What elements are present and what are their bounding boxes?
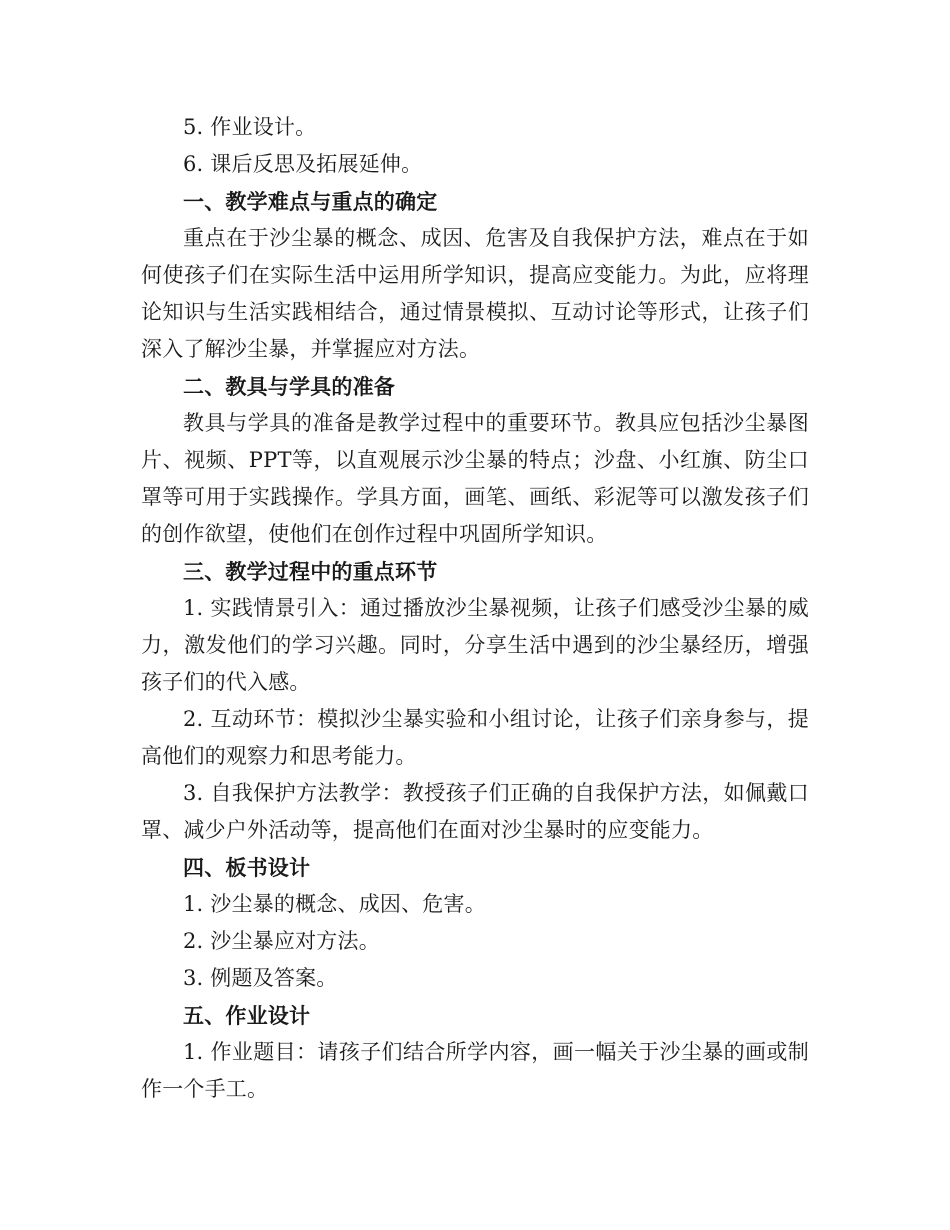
section-heading-materials: 二、教具与学具的准备 [183, 374, 395, 399]
section-heading-process: 三、教学过程中的重点环节 [183, 559, 438, 584]
paragraph-process-3: 3. 自我保护方法教学：教授孩子们正确的自我保护方法，如佩戴口罩、减少户外活动等，提高他们在面对沙尘暴时的应变能力。 [141, 781, 809, 842]
list-item-board-1: 1. 沙尘暴的概念、成因、危害。 [183, 892, 486, 916]
section-heading-board: 四、板书设计 [183, 855, 311, 880]
section-heading-homework: 五、作业设计 [183, 1003, 311, 1028]
list-item-board-2: 2. 沙尘暴应对方法。 [183, 929, 380, 953]
paragraph-difficulty: 重点在于沙尘暴的概念、成因、危害及自我保护方法，难点在于如何使孩子们在实际生活中运用所学知识，提高应变能力。为此，应将理论知识与生活实践相结合，通过情景模拟、互动讨论等形式，让孩子们深入了解沙尘暴，并掌握应对方法。 [141, 226, 809, 361]
paragraph-homework-1: 1. 作业题目：请孩子们结合所学内容，画一幅关于沙尘暴的画或制作一个手工。 [141, 1040, 809, 1101]
list-item-board-3: 3. 例题及答案。 [183, 966, 338, 990]
section-heading-difficulty: 一、教学难点与重点的确定 [183, 189, 438, 214]
document-body [141, 109, 809, 1108]
list-item-reflection: 6. 课后反思及拓展延伸。 [183, 152, 423, 176]
list-item-homework-design: 5. 作业设计。 [183, 115, 317, 139]
paragraph-process-2: 2. 互动环节：模拟沙尘暴实验和小组讨论，让孩子们亲身参与，提高他们的观察力和思考能力。 [141, 707, 809, 768]
paragraph-process-1: 1. 实践情景引入：通过播放沙尘暴视频，让孩子们感受沙尘暴的威力，激发他们的学习兴趣。同时，分享生活中遇到的沙尘暴经历，增强孩子们的代入感。 [141, 596, 809, 694]
paragraph-materials: 教具与学具的准备是教学过程中的重要环节。教具应包括沙尘暴图片、视频、PPT等，以直观展示沙尘暴的特点；沙盘、小红旗、防尘口罩等可用于实践操作。学具方面，画笔、画纸、彩泥等可以激发孩子们的创作欲望，使他们在创作过程中巩固所学知识。 [141, 411, 809, 546]
